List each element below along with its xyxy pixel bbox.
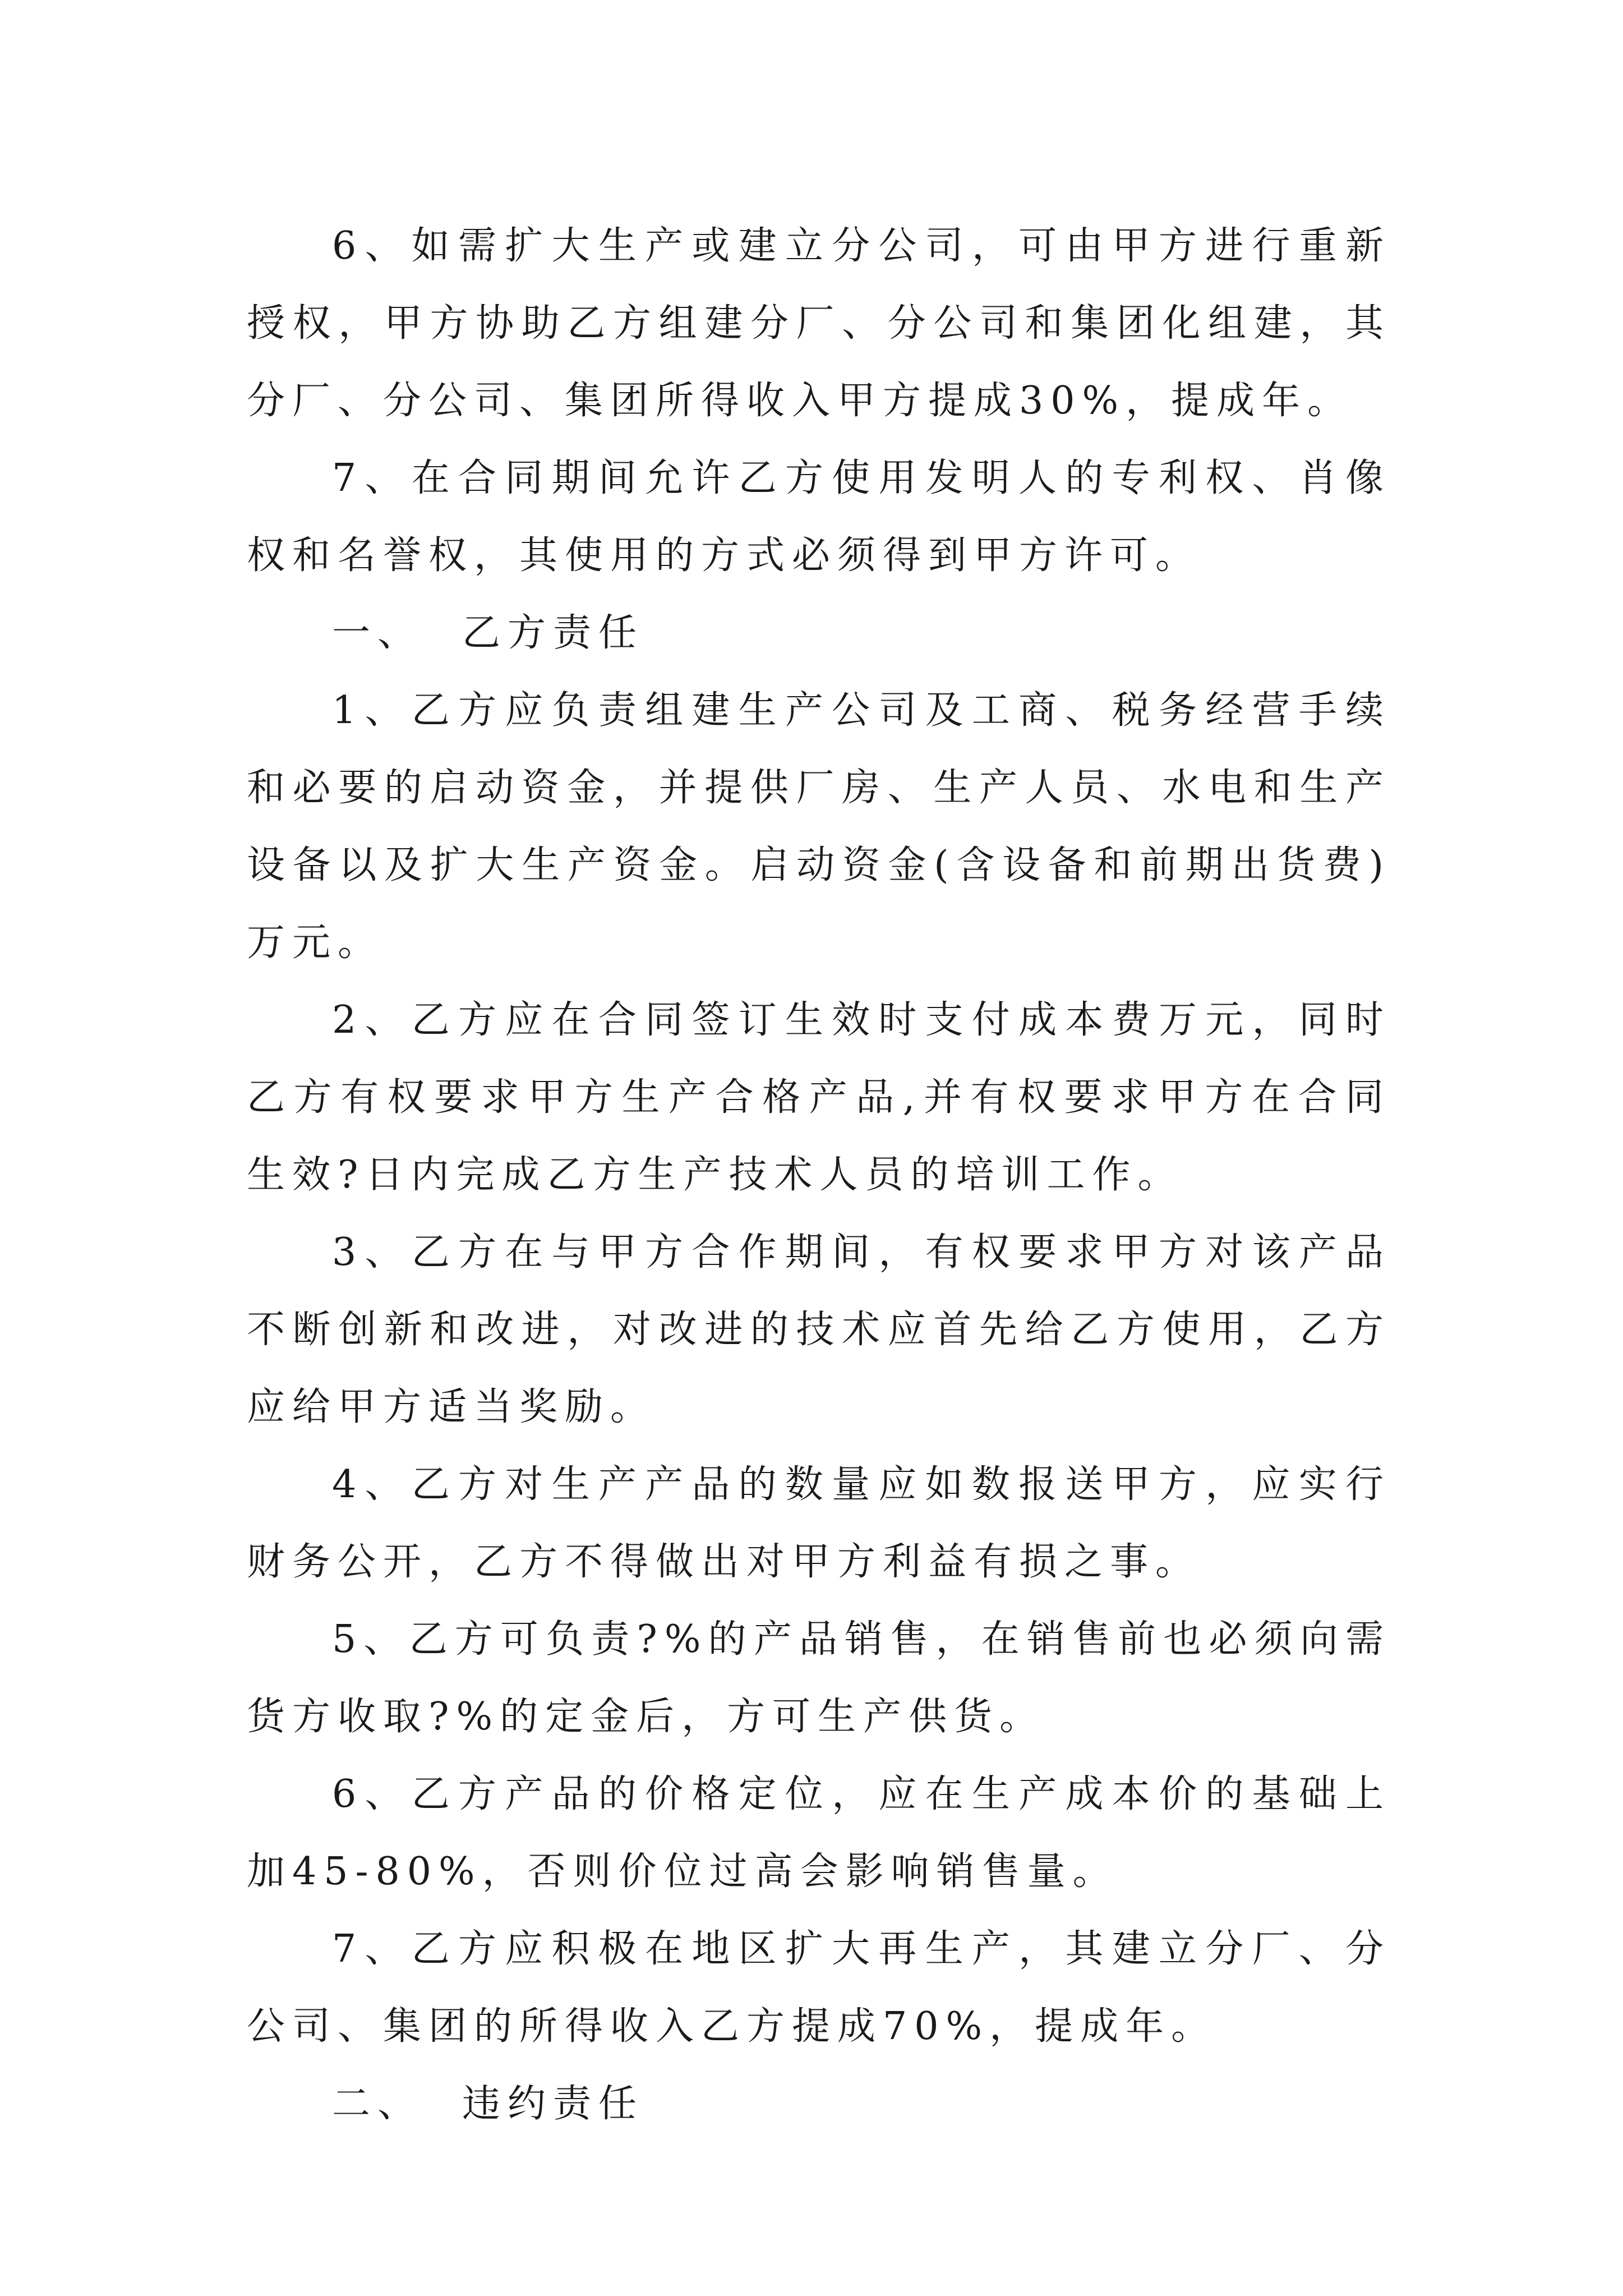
- clause-paragraph: 7、乙方应积极在地区扩大再生产，其建立分厂、分公司、集团的所得收入乙方提成70%，提成年。: [247, 1927, 1391, 2049]
- document-body: [247, 208, 1391, 2143]
- clause-paragraph: 3、乙方在与甲方合作期间，有权要求甲方对该产品不断创新和改进，对改进的技术应首先给乙方使用，乙方应给甲方适当奖励。: [247, 1230, 1391, 1429]
- section-heading: [247, 2065, 1391, 2143]
- clause-paragraph: 6、如需扩大生产或建立分公司，可由甲方进行重新授权，甲方协助乙方组建分厂、分公司和集团化组建，其分厂、分公司、集团所得收入甲方提成30%，提成年。: [247, 224, 1391, 423]
- section-heading: [247, 595, 1391, 672]
- clause-paragraph: 2、乙方应在合同签订生效时支付成本费万元，同时乙方有权要求甲方生产合格产品,并有权要求甲方在合同生效?日内完成乙方生产技术人员的培训工作。: [247, 998, 1391, 1197]
- clause-paragraph: 4、乙方对生产产品的数量应如数报送甲方，应实行财务公开，乙方不得做出对甲方利益有损之事。: [247, 1462, 1391, 1584]
- clause-paragraph: 7、在合同期间允许乙方使用发明人的专利权、肖像权和名誉权，其使用的方式必须得到甲方许可。: [247, 456, 1391, 578]
- section-heading-number: 二、: [332, 2082, 423, 2126]
- section-heading-number: 一、: [332, 611, 423, 655]
- clause-paragraph: 5、乙方可负责?%的产品销售，在销售前也必须向需货方收取?%的定金后，方可生产供货。: [247, 1617, 1391, 1739]
- section-heading-title: 违约责任: [462, 2082, 644, 2126]
- clause-paragraph: 1、乙方应负责组建生产公司及工商、税务经营手续和必要的启动资金，并提供厂房、生产人员、水电和生产设备以及扩大生产资金。启动资金(含设备和前期出货费)万元。: [247, 688, 1391, 965]
- clause-paragraph: 6、乙方产品的价格定位，应在生产成本价的基础上加45-80%，否则价位过高会影响销售量。: [247, 1772, 1391, 1894]
- section-heading-title: 乙方责任: [462, 611, 644, 655]
